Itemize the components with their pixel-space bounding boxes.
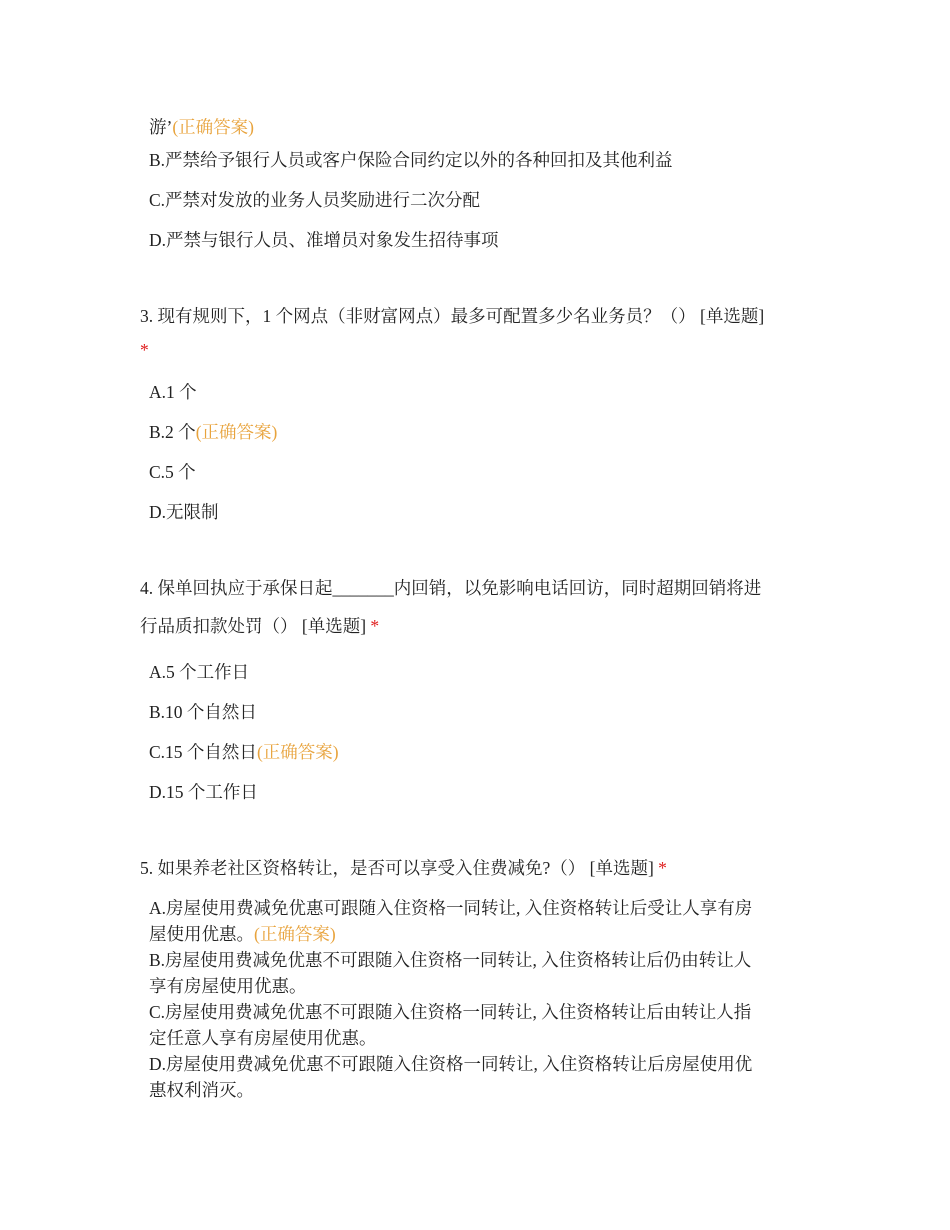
q3-required-mark: * — [140, 340, 149, 360]
q5-required-mark: * — [658, 858, 667, 878]
q3-option-c: C.5 个 — [149, 462, 196, 482]
q2-option-c: C.严禁对发放的业务人员奖励进行二次分配 — [149, 190, 481, 210]
q3-title: 3. 现有规则下，1 个网点（非财富网点）最多可配置多少名业务员？（） [单选题] — [140, 306, 765, 326]
q4-required-mark: * — [370, 616, 380, 636]
q5-option-a: A.房屋使用费减免优惠可跟随入住资格一同转让, 入住资格转让后受让人享有房 屋使用优惠。(正确答案) — [149, 898, 753, 944]
q3-option-b: B.2 个(正确答案) — [149, 422, 278, 442]
correct-answer-tag: (正确答案) — [256, 742, 339, 762]
q4-option-b: B.10 个自然日 — [149, 702, 257, 722]
q3-option-a: A.1 个 — [149, 382, 197, 402]
q5-option-d: D.房屋使用费减免优惠不可跟随入住资格一同转让, 入住资格转让后房屋使用优 惠权利消灭。 — [149, 1054, 753, 1100]
q2-option-d: D.严禁与银行人员、准增员对象发生招待事项 — [149, 230, 499, 250]
correct-answer-tag: (正确答案) — [195, 422, 278, 442]
q3-option-d: D.无限制 — [149, 502, 219, 522]
q4-option-c: C.15 个自然日(正确答案) — [149, 742, 339, 762]
q5-option-c: C.房屋使用费减免优惠不可跟随入住资格一同转让, 入住资格转让后由转让人指 定任意人享有房屋使用优惠。 — [149, 1002, 752, 1048]
q4-title-line2: 行品质扣款处罚（） [单选题] * — [140, 616, 380, 636]
correct-answer-tag: (正确答案) — [254, 924, 336, 944]
q4-option-d: D.15 个工作日 — [149, 782, 258, 802]
q5-option-b: B.房屋使用费减免优惠不可跟随入住资格一同转让, 入住资格转让后仍由转让人 享有房屋使用优惠。 — [149, 950, 752, 996]
q4-option-a: A.5 个工作日 — [149, 662, 250, 682]
q2-option-b: B.严禁给予银行人员或客户保险合同约定以外的各种回扣及其他利益 — [149, 150, 673, 170]
q5-title: 5. 如果养老社区资格转让，是否可以享受入住费减免?（） [单选题] * — [140, 858, 667, 878]
q4-title-line1: 4. 保单回执应于承保日起_______内回销，以免影响电话回访，同时超期回销将进 — [140, 578, 762, 598]
correct-answer-tag: (正确答案) — [172, 117, 254, 137]
q2-option-a-tail: 游’(正确答案) — [149, 117, 254, 137]
